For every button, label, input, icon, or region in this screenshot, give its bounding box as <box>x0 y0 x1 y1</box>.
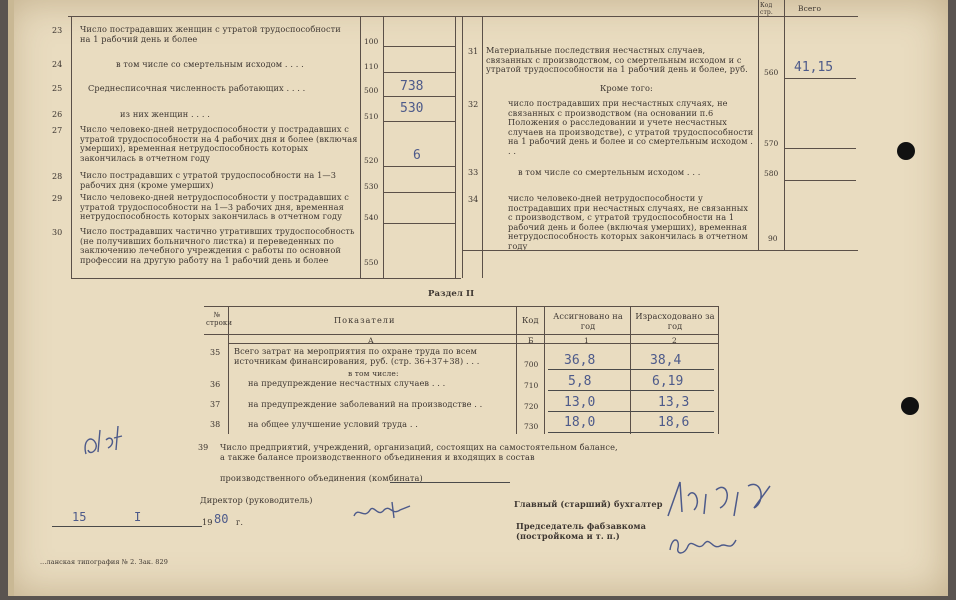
date-day: 15 <box>72 510 87 524</box>
row-number: 23 <box>52 26 63 35</box>
date-year-prefix: 19 <box>202 517 213 527</box>
row-code: 710 <box>524 381 539 390</box>
director-signature <box>348 496 428 526</box>
sec2-header-spent: Израсходовано за год <box>635 311 715 331</box>
row-number: 26 <box>52 110 63 119</box>
date-month: I <box>134 510 142 524</box>
row-line <box>548 411 714 412</box>
handwritten-value: 6 <box>413 148 421 163</box>
row-label: в том числе со смертельным исходом . . . <box>518 167 701 177</box>
row-label: в том числе со смертельным исходом . . . . <box>116 59 304 69</box>
right-col-divider <box>784 0 785 250</box>
row-number: 25 <box>52 84 63 93</box>
row-line <box>548 432 714 433</box>
row-line <box>548 390 714 391</box>
row-label: Число человеко-дней нетрудоспособности у пострадавших с утратой трудоспособности на 4 рабочих дня и более (включая умерших), временная нетрудоспособность которых закончилась в отчетном году <box>80 124 358 163</box>
row-line <box>548 369 714 370</box>
row-label: на предупреждение заболеваний на производстве . . <box>248 399 483 409</box>
row-line <box>383 96 455 97</box>
row-number: 27 <box>52 126 63 135</box>
section-title: Раздел II <box>428 289 475 299</box>
row-number: 33 <box>468 168 479 177</box>
date-year: 80 <box>214 512 229 526</box>
row-line <box>383 166 455 167</box>
row-number: 35 <box>210 348 221 357</box>
row-label: Материальные последствия несчастных случаев, связанных с производством, со смертельным исходом и с утратой трудоспособности на 1 рабочий день и более, руб. <box>486 45 748 75</box>
sec2-header-line <box>204 334 718 335</box>
left-col-divider <box>455 16 456 278</box>
header-total-col: Всего <box>798 4 822 13</box>
row-label: на общее улучшение условий труда . . <box>248 419 418 429</box>
row-number: 32 <box>468 100 479 109</box>
row-label: из них женщин . . . . <box>120 109 210 119</box>
row-number: 29 <box>52 194 63 203</box>
section-note: Кроме того: <box>600 83 653 93</box>
sec2-col-divider <box>630 306 631 434</box>
sec2-subheader-line <box>228 343 718 344</box>
row-line <box>784 148 856 149</box>
right-table-border <box>462 16 463 278</box>
handwritten-value: 13,3 <box>658 395 690 410</box>
left-table-bottom <box>71 278 461 279</box>
handwritten-value: 738 <box>400 79 424 94</box>
row-label: число пострадавших при несчастных случаях, не связанных с производством (на основании п.6 Положения о расследовании и учете несчастных случаев на производстве), с утратой трудоспособности на 1 рабочий день и более и со смертельным исходом . . . <box>508 98 754 156</box>
row-code: 560 <box>764 68 779 77</box>
header-code-col: Код стр. <box>760 2 773 16</box>
row-label: производственного объединения (комбината) <box>220 473 423 483</box>
sec2-header-indicators: Показатели <box>334 315 396 325</box>
row-label: Число человеко-дней нетрудоспособности у пострадавших с утратой трудоспособности на 1—3 рабочих дня, временная нетрудоспособность которых закончилась в отчетном году <box>80 192 349 222</box>
handwritten-value: 18,0 <box>564 415 596 430</box>
chairman-signature <box>664 524 744 560</box>
page-edge <box>8 0 14 596</box>
row-number: 39 <box>198 443 209 452</box>
sec2-sub-b: Б <box>528 336 534 345</box>
row-line <box>383 223 455 224</box>
row-code: 530 <box>364 182 379 191</box>
director-label: Директор (руководитель) <box>200 495 313 505</box>
row-number: 28 <box>52 172 63 181</box>
sec2-col-divider <box>718 306 719 434</box>
handwritten-value: 36,8 <box>564 353 596 368</box>
handwritten-note <box>78 410 138 470</box>
row-code: 550 <box>364 258 379 267</box>
row-label: на предупреждение несчастных случаев . . . <box>248 378 446 388</box>
row-code: 510 <box>364 112 379 121</box>
row-code: 110 <box>364 62 379 71</box>
row-label: Число пострадавших частично утративших трудоспособность (не получивших больничного листка) и переведенных по заключению лечебного учреждения с работы по основной профессии на другую работу на 1 рабочий день и более <box>80 226 355 265</box>
row-label: в том числе: <box>348 369 399 378</box>
chairman-label: Председатель фабзавкома <box>516 521 647 531</box>
handwritten-value: 18,6 <box>658 415 690 430</box>
sec2-sub-1: 1 <box>584 336 589 345</box>
left-table-border <box>71 16 72 278</box>
row-code: 540 <box>364 213 379 222</box>
handwritten-value: 38,4 <box>650 353 682 368</box>
right-col-divider <box>758 0 759 250</box>
handwritten-value: 41,15 <box>794 60 834 75</box>
right-table-bottom <box>462 250 858 251</box>
punch-hole <box>901 397 919 415</box>
row-label: Число пострадавших женщин с утратой трудоспособности на 1 рабочий день и более <box>80 24 341 44</box>
sec2-header-no: № строки <box>206 311 233 327</box>
row-number: 38 <box>210 420 221 429</box>
row-number: 31 <box>468 47 479 56</box>
row-number: 37 <box>210 400 221 409</box>
row-line <box>784 78 856 79</box>
chief-accountant-signature <box>658 472 778 524</box>
row-line <box>383 46 455 47</box>
row-code: 100 <box>364 37 379 46</box>
right-col-divider <box>482 16 483 278</box>
row-label: Число пострадавших с утратой трудоспособности на 1—3 рабочих дня (кроме умерших) <box>80 170 337 190</box>
row-line <box>784 180 856 181</box>
sec2-col-divider <box>516 306 517 434</box>
sec2-sub-2: 2 <box>672 336 677 345</box>
sec2-col-divider <box>544 306 545 434</box>
row-label: Число предприятий, учреждений, организаций, состоящих на самостоятельном балансе, а также балансе производственного объединения и входящих в состав <box>220 442 618 462</box>
left-col-divider <box>360 16 361 278</box>
row-line <box>383 192 455 193</box>
row-code: 90 <box>768 234 778 243</box>
row-line <box>383 121 455 122</box>
sec2-sub-a: А <box>368 336 374 345</box>
row-code: 580 <box>764 169 779 178</box>
chief-accountant-label: Главный (старший) бухгалтер <box>514 499 663 509</box>
handwritten-value: 13,0 <box>564 395 596 410</box>
row-code: 500 <box>364 86 379 95</box>
row-label: число человеко-дней нетрудоспособности у пострадавших при несчастных случаях, не связанных с производством, с утратой трудоспособности на 1 рабочий день и более (включая умерших), временная нетрудоспособность которых закончилась в отчетном году <box>508 193 749 251</box>
sec2-header-code: Код <box>522 315 539 325</box>
row-line <box>390 482 510 483</box>
chairman-label-sub: (постройкома и т. п.) <box>516 531 620 541</box>
row-number: 30 <box>52 228 63 237</box>
row-code: 720 <box>524 402 539 411</box>
row-number: 36 <box>210 380 221 389</box>
row-code: 520 <box>364 156 379 165</box>
row-line <box>383 72 455 73</box>
punch-hole <box>897 142 915 160</box>
row-number: 24 <box>52 60 63 69</box>
sec2-header-assigned: Ассигновано на год <box>553 311 623 331</box>
row-code: 570 <box>764 139 779 148</box>
date-suffix: г. <box>236 517 244 527</box>
handwritten-value: 530 <box>400 101 424 116</box>
handwritten-value: 5,8 <box>568 374 592 389</box>
handwritten-value: 6,19 <box>652 374 684 389</box>
row-number: 34 <box>468 195 479 204</box>
row-code: 730 <box>524 422 539 431</box>
date-line <box>52 526 202 527</box>
printer-imprint: ...ланская типография № 2. Зак. 829 <box>40 558 168 566</box>
row-label: Всего затрат на мероприятия по охране труда по всем источникам финансирования, руб. (стр. 36+37+38) . . . <box>234 346 480 366</box>
row-code: 700 <box>524 360 539 369</box>
top-border <box>68 16 858 17</box>
left-col-divider <box>383 16 384 278</box>
sec2-top-border <box>204 306 718 307</box>
row-label: Среднесписочная численность работающих . . . . <box>88 83 306 93</box>
document-page <box>8 0 948 596</box>
